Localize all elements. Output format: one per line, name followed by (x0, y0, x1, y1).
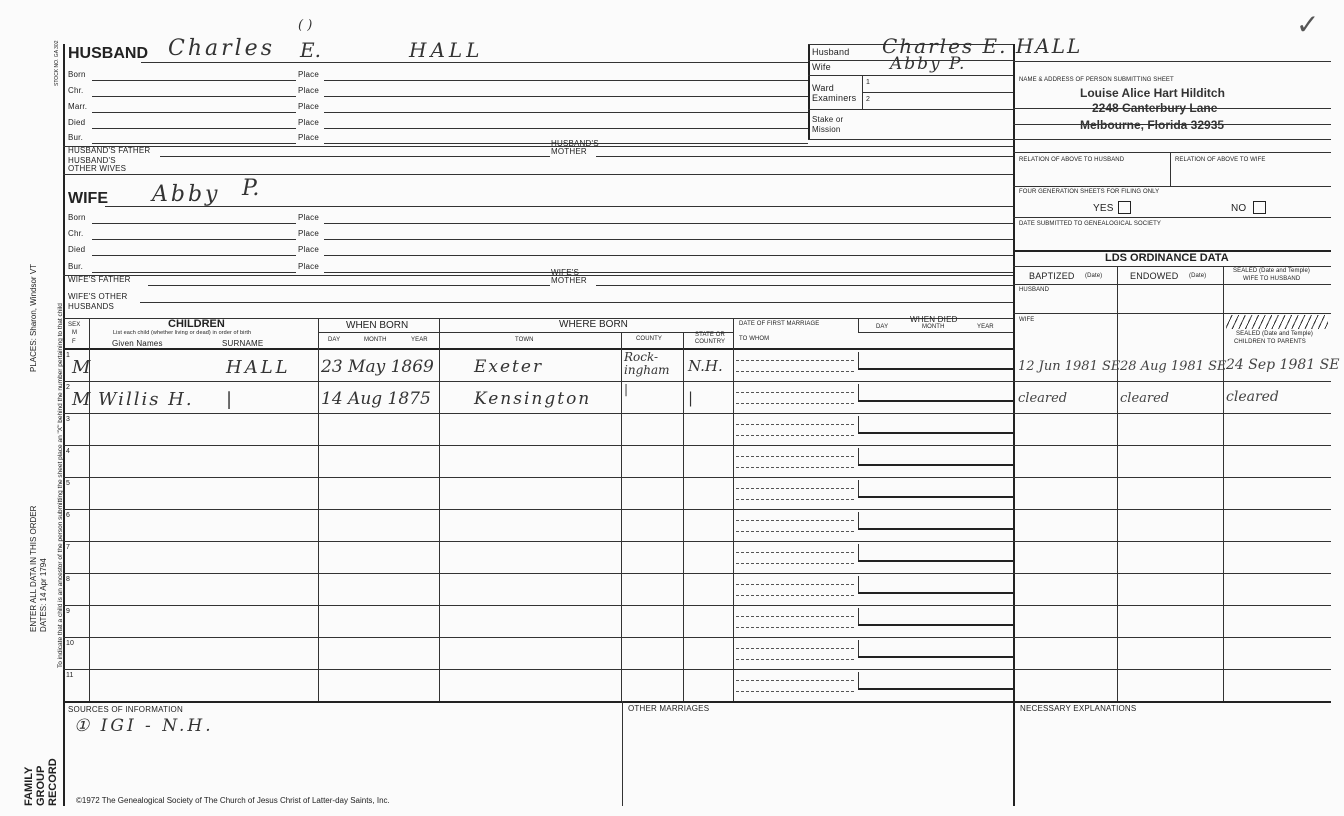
lds-endowed-date: (Date) (1189, 273, 1207, 279)
wife-place-label: Place (298, 213, 320, 222)
child-number: 2 (66, 384, 70, 391)
husband-middle-initial: E. (300, 38, 321, 62)
child-endowed: 28 Aug 1981 SE (1120, 359, 1227, 374)
husband-event-label: Bur. (68, 133, 84, 142)
child-surname: HALL (226, 357, 291, 378)
lds-sealed-wife-2: WIFE TO HUSBAND (1243, 276, 1301, 282)
when-died-label: WHEN DIED (910, 315, 958, 324)
child-number: 6 (66, 512, 70, 519)
husband-label: HUSBAND (68, 45, 148, 62)
lds-baptized: BAPTIZED (1029, 271, 1075, 281)
husband-mother-label: HUSBAND'S MOTHER (551, 139, 599, 156)
marriage-dash-line (736, 691, 854, 692)
died-line (858, 368, 1013, 370)
child-sealed: 24 Sep 1981 SE (1226, 357, 1340, 373)
relation-bottom (1013, 186, 1331, 187)
child-sealed: cleared (1226, 389, 1279, 405)
wife-name-line (105, 206, 1013, 207)
marriage-dash-line (736, 360, 854, 361)
marriage-dash-line (736, 659, 854, 660)
died-bracket (858, 480, 859, 497)
died-month-label: MONTH (922, 324, 945, 330)
yes-checkbox[interactable] (1118, 201, 1131, 214)
rt-wife-value: Abby P. (890, 54, 967, 74)
wife-place-line (324, 255, 1013, 256)
marriage-dash-line (736, 531, 854, 532)
child-number: 9 (66, 608, 70, 615)
lds-sealed-children-1: SEALED (Date and Temple) (1236, 331, 1313, 337)
examiner-2: 2 (866, 96, 870, 103)
no-checkbox[interactable] (1253, 201, 1266, 214)
born-year-label: YEAR (411, 337, 428, 343)
wife-place-label: Place (298, 229, 320, 238)
col-county (621, 332, 622, 702)
died-line (858, 496, 1013, 498)
copyright: ©1972 The Genealogical Society of The Church of Jesus Christ of Latter-day Saints, Inc. (76, 796, 390, 805)
husband-place-label: Place (298, 102, 320, 111)
relation-wife-label: RELATION OF ABOVE TO WIFE (1175, 157, 1266, 163)
child-number: 11 (66, 672, 74, 679)
submitter-city: Melbourne, Florida 32935 (1080, 118, 1225, 132)
marriage-dash-line (736, 456, 854, 457)
surname-label: SURNAME (222, 339, 264, 348)
husband-other-wives-label: HUSBAND'S OTHER WIVES (68, 156, 127, 173)
died-line (858, 464, 1013, 466)
relation-husband-label: RELATION OF ABOVE TO HUSBAND (1019, 157, 1125, 163)
lds-sealed-wife-1: SEALED (Date and Temple) (1233, 268, 1310, 274)
row-divider (63, 637, 1331, 638)
ancestor-instructions: To indicate that a child is an ancestor of the person submitting the sheet place an "X" behind the number pertaining to that child (57, 303, 64, 668)
sources-value: ① IGI - N.H. (74, 716, 214, 736)
husband-event-line (92, 80, 296, 81)
child-number: 8 (66, 576, 70, 583)
examiners-label: Examiners (812, 93, 857, 103)
examiner-mid-line (862, 92, 1013, 93)
county-label: COUNTY (636, 336, 662, 342)
died-sub-line (858, 332, 1013, 333)
lds-husband-row: HUSBAND (1019, 287, 1050, 293)
record-title-3: RECORD (47, 758, 59, 806)
child-given-names: Willis H. (98, 389, 194, 410)
husband-event-line (92, 143, 296, 144)
died-line (858, 528, 1013, 530)
sex-label: SEX (68, 322, 81, 328)
wife-place-label: Place (298, 245, 320, 254)
husband-father-divider (63, 146, 1013, 147)
yes-label: YES (1093, 203, 1114, 214)
wife-other-husbands-line (140, 302, 1013, 303)
row-divider (63, 573, 1331, 574)
born-month-label: MONTH (364, 337, 387, 343)
child-baptized: cleared (1018, 391, 1068, 406)
stake-bottom-line (808, 139, 1013, 140)
wife-other-husbands-label: WIFE'S OTHER HUSBANDS (68, 292, 128, 311)
marriage-dash-line (736, 499, 854, 500)
relation-top (1013, 152, 1331, 153)
husband-place-line (324, 112, 808, 113)
relation-divider (1170, 152, 1171, 186)
when-born-label: WHEN BORN (346, 320, 409, 331)
child-baptized: 12 Jun 1981 SE (1018, 359, 1121, 374)
marriage-dash-line (736, 403, 854, 404)
rt-husband-label: Husband (812, 47, 850, 57)
sex-m-label: M (72, 330, 78, 336)
submitter-top (1013, 61, 1331, 62)
died-line (858, 560, 1013, 562)
died-bracket (858, 352, 859, 369)
marriage-dash-line (736, 424, 854, 425)
submitter-line-1 (1013, 108, 1331, 109)
children-title: CHILDREN (168, 318, 225, 330)
husband-place-line (324, 96, 808, 97)
child-sex: M (72, 357, 91, 378)
died-bracket (858, 608, 859, 625)
child-birth-county: Rock-ingham (624, 350, 670, 377)
lds-endowed: ENDOWED (1130, 271, 1179, 281)
wife-event-label: Born (68, 213, 86, 222)
places-note: PLACES: Sharon, Windsor VT (29, 263, 38, 372)
first-marriage-label: DATE OF FIRST MARRIAGE (739, 321, 820, 327)
born-day-label: DAY (328, 337, 341, 343)
child-number: 4 (66, 448, 70, 455)
died-bracket (858, 448, 859, 465)
children-header-bottom (63, 348, 1013, 350)
right-column-border (1013, 44, 1015, 806)
row-divider (63, 445, 1331, 446)
lds-baptized-date: (Date) (1085, 273, 1103, 279)
marriage-dash-line (736, 627, 854, 628)
child-sex: M (72, 389, 91, 410)
marriage-dash-line (736, 680, 854, 681)
row-divider (63, 669, 1331, 670)
row-divider (63, 413, 1331, 414)
wife-place-line (324, 272, 1013, 273)
child-birth-town: Kensington (474, 389, 592, 409)
husband-place-label: Place (298, 70, 320, 79)
town-label: TOWN (515, 337, 534, 343)
col-marriage (733, 318, 734, 702)
child-endowed: cleared (1120, 391, 1170, 406)
four-gen-label: FOUR GENERATION SHEETS FOR FILING ONLY (1019, 189, 1160, 195)
child-birth-date: 14 Aug 1875 (321, 389, 431, 409)
wife-event-line (92, 272, 296, 273)
husband-event-line (92, 128, 296, 129)
died-bracket (858, 512, 859, 529)
husband-event-line (92, 112, 296, 113)
died-line (858, 400, 1013, 402)
marriage-dash-line (736, 563, 854, 564)
marriage-dash-line (736, 552, 854, 553)
bottom-section-top (63, 701, 1331, 703)
submitter-name: Louise Alice Hart Hilditch (1080, 86, 1225, 100)
marriage-dash-line (736, 520, 854, 521)
lds-husband-row-bottom (1013, 313, 1331, 314)
husband-given-name: Charles (168, 36, 275, 61)
submitter-label: NAME & ADDRESS OF PERSON SUBMITTING SHEET (1019, 77, 1174, 83)
wife-event-line (92, 223, 296, 224)
ward-bottom-line (808, 109, 1013, 110)
wife-event-label: Chr. (68, 229, 84, 238)
marriage-dash-line (736, 488, 854, 489)
submitter-street: 2248 Canterbury Lane (1092, 101, 1218, 115)
died-line (858, 656, 1013, 658)
submitter-line-3 (1013, 139, 1331, 140)
enter-all-data-note: ENTER ALL DATA IN THIS ORDER (29, 505, 38, 632)
husband-place-label: Place (298, 133, 320, 142)
left-border (63, 44, 65, 806)
child-birth-date: 23 May 1869 (321, 357, 434, 377)
lds-header-bottom (1013, 284, 1331, 285)
child-birth-town: Exeter (474, 357, 544, 377)
died-left-divider (858, 318, 859, 332)
wife-father-divider (63, 275, 1013, 276)
died-line (858, 592, 1013, 594)
submitter-line-2 (1013, 124, 1331, 125)
died-bracket (858, 672, 859, 689)
other-marriages-label: OTHER MARRIAGES (628, 704, 710, 713)
husband-place-label: Place (298, 86, 320, 95)
wife-event-line (92, 239, 296, 240)
wife-mother-line (596, 285, 1013, 286)
marriage-dash-line (736, 371, 854, 372)
row-divider (63, 381, 1331, 382)
wife-place-label: Place (298, 262, 320, 271)
marriage-dash-line (736, 435, 854, 436)
husband-event-label: Born (68, 70, 86, 79)
husband-event-label: Chr. (68, 86, 84, 95)
husband-event-label: Marr. (68, 102, 88, 111)
lds-hatch (1226, 315, 1328, 329)
wife-mother-label: WIFE'S MOTHER (551, 268, 587, 285)
child-number: 1 (66, 352, 70, 359)
row-divider (63, 509, 1331, 510)
marriage-dash-line (736, 392, 854, 393)
child-birth-state: N.H. (688, 357, 723, 375)
marriage-dash-line (736, 467, 854, 468)
husband-event-label: Died (68, 118, 86, 127)
row-divider (63, 541, 1331, 542)
given-names-label: Given Names (112, 339, 163, 348)
husband-place-label: Place (298, 118, 320, 127)
died-line (858, 688, 1013, 690)
husband-place-line (324, 80, 808, 81)
sex-f-label: F (72, 339, 76, 345)
ward-label: Ward (812, 83, 834, 93)
col-town (439, 318, 440, 702)
died-day-label: DAY (876, 324, 889, 330)
marriage-dash-line (736, 595, 854, 596)
where-born-sub-line (439, 332, 733, 333)
died-line (858, 624, 1013, 626)
husband-father-line (160, 156, 550, 157)
lds-title: LDS ORDINANCE DATA (1105, 252, 1229, 264)
wife-father-line (148, 285, 550, 286)
wife-father-label: WIFE'S FATHER (68, 275, 131, 284)
stake-label: Stake or Mission (812, 115, 844, 134)
bottom-divider-left (622, 701, 623, 806)
dates-note: DATES: 14 Apr 1794 (39, 558, 48, 632)
wife-event-line (92, 255, 296, 256)
wife-event-label: Bur. (68, 262, 84, 271)
header-box-left-border (808, 44, 810, 140)
date-submitted-label: DATE SUBMITTED TO GENEALOGICAL SOCIETY (1019, 221, 1161, 227)
husband-name-line (141, 62, 808, 63)
wife-place-line (324, 223, 1013, 224)
necessary-explanations-label: NECESSARY EXPLANATIONS (1020, 704, 1137, 713)
died-bracket (858, 640, 859, 657)
where-born-label: WHERE BORN (559, 319, 628, 330)
rt-wife-line (808, 75, 1013, 76)
wife-event-label: Died (68, 245, 86, 254)
row-divider (63, 605, 1331, 606)
husband-place-line (324, 128, 808, 129)
husband-father-label: HUSBAND'S FATHER (68, 146, 151, 155)
child-number: 10 (66, 640, 74, 647)
husband-mother-line (596, 156, 1013, 157)
wife-given-name: Abby (152, 182, 221, 207)
marriage-dash-line (736, 584, 854, 585)
marriage-dash-line (736, 648, 854, 649)
row-divider (63, 477, 1331, 478)
husband-paren: ( ) (298, 18, 313, 33)
examiner-1: 1 (866, 79, 870, 86)
when-born-sub-line (318, 332, 439, 333)
wife-label: WIFE (68, 190, 108, 207)
died-bracket (858, 384, 859, 401)
child-birth-county: | (624, 382, 629, 396)
no-label: NO (1231, 203, 1247, 214)
died-bracket (858, 416, 859, 433)
children-list-each: List each child (whether living or dead) in order of birth (113, 330, 252, 336)
died-line (858, 432, 1013, 434)
died-bracket (858, 544, 859, 561)
child-birth-state: | (688, 389, 694, 407)
died-bracket (858, 576, 859, 593)
husband-section-bottom (63, 174, 1013, 175)
child-number: 3 (66, 416, 70, 423)
state-label: STATE OR COUNTRY (694, 332, 726, 345)
wife-middle-initial: P. (242, 176, 260, 201)
stock-number: STOCK NO. GA 302 (54, 40, 60, 86)
check-mark: ✓ (1296, 8, 1320, 41)
child-surname: | (226, 389, 236, 410)
record-title-1: FAMILY (23, 766, 35, 806)
lds-sealed-children-2: CHILDREN TO PARENTS (1234, 339, 1306, 345)
marriage-dash-line (736, 616, 854, 617)
col-when-born (318, 318, 319, 702)
record-title-2: GROUP (35, 765, 47, 806)
sources-label: SOURCES OF INFORMATION (68, 705, 183, 714)
husband-event-line (92, 96, 296, 97)
rt-wife-label: Wife (812, 62, 831, 72)
lds-wife-row: WIFE (1019, 317, 1035, 323)
child-number: 7 (66, 544, 70, 551)
husband-surname: HALL (409, 38, 484, 62)
died-year-label: YEAR (977, 324, 994, 330)
lds-title-bottom (1013, 266, 1331, 267)
wife-place-line (324, 239, 1013, 240)
four-gen-bottom (1013, 217, 1331, 218)
child-number: 5 (66, 480, 70, 487)
rt-husband-value: Charles E. HALL (882, 34, 1083, 58)
to-whom-label: TO WHOM (739, 336, 770, 342)
